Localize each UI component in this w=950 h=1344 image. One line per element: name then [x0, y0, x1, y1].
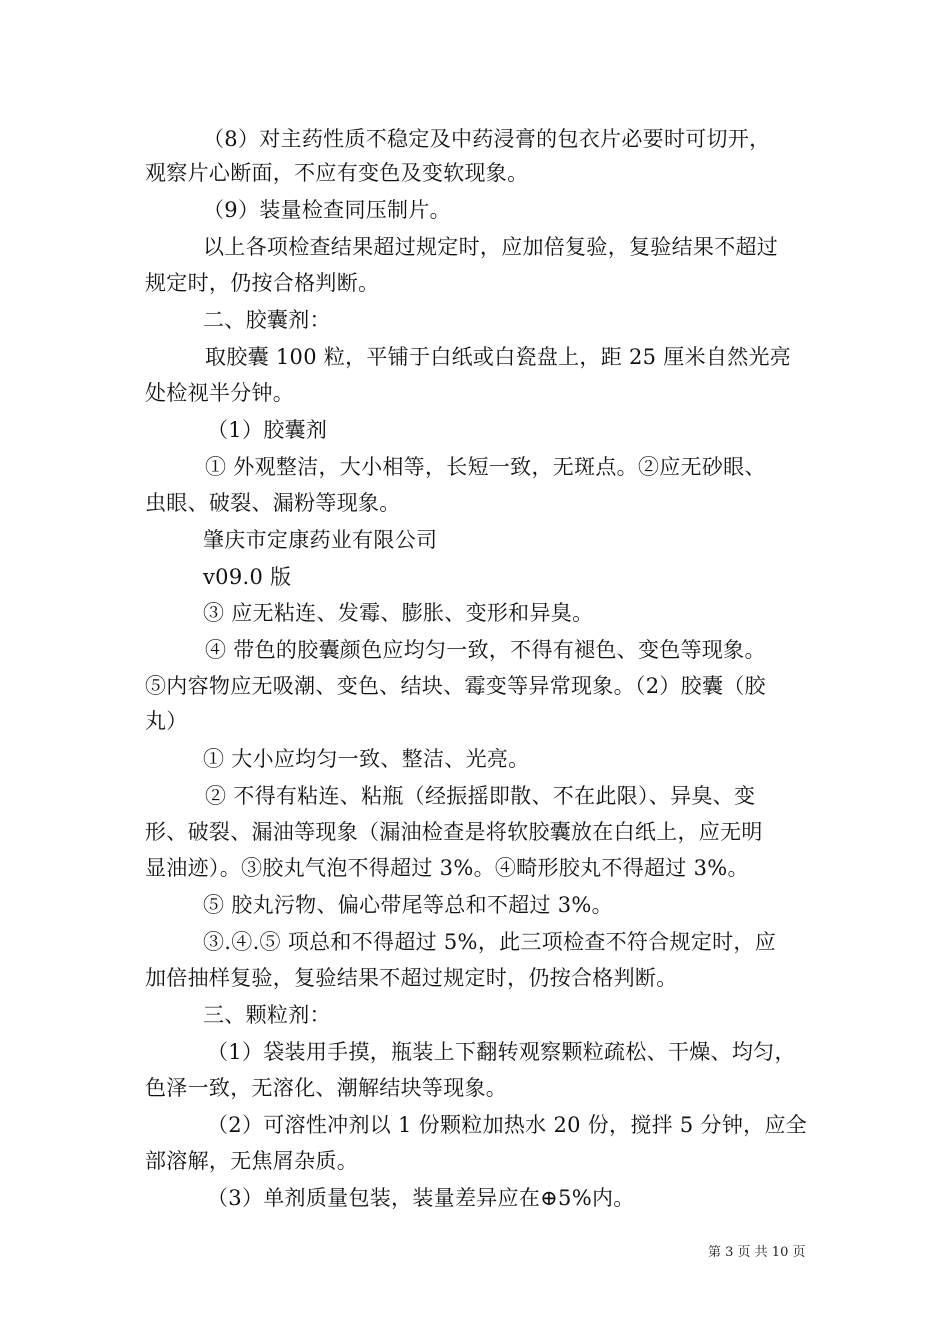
text-line: 观察片心断面，不应有变色及变软现象。 [145, 161, 529, 185]
text-line: ⑤ 胶丸污物、偏心带尾等总和不超过 3%。 [203, 893, 613, 917]
text-line: （1）胶囊剂 [207, 418, 328, 442]
text-line: 部溶解，无焦屑杂质。 [145, 1149, 358, 1173]
text-line: 色泽一致，无溶化、潮解结块等现象。 [145, 1076, 508, 1100]
section-heading: 二、胶囊剂： [203, 308, 331, 332]
text-line: 丸） [145, 709, 188, 733]
text-line: ② 不得有粘连、粘瓶（经振摇即散、不在此限）、异臭、变 [205, 784, 756, 808]
text-line: 加倍抽样复验，复验结果不超过规定时，仍按合格判断。 [145, 966, 678, 990]
text-line: ③ 应无粘连、发霉、膨胀、变形和异臭。 [203, 601, 594, 625]
text-line: 处检视半分钟。 [145, 381, 295, 405]
text-line: 规定时，仍按合格判断。 [145, 271, 380, 295]
text-line: （9）装量检查同压制片。 [203, 198, 451, 222]
text-line: ⑤内容物应无吸潮、变色、结块、霉变等异常现象。（2）胶囊（胶 [145, 674, 766, 698]
text-line: 以上各项检查结果超过规定时，应加倍复验，复验结果不超过 [203, 235, 779, 259]
text-line: 取胶囊 100 粒，平铺于白纸或白瓷盘上，距 25 厘米自然光亮 [205, 345, 792, 369]
text-line: 形、破裂、漏油等现象（漏油检查是将软胶囊放在白纸上，应无明 [145, 820, 763, 844]
page-number-footer: 第 3 页 共 10 页 [708, 1245, 806, 1260]
text-line: ④ 带色的胶囊颜色应均匀一致，不得有褪色、变色等现象。 [205, 638, 766, 662]
text-line: （1）袋装用手摸，瓶装上下翻转观察颗粒疏松、干燥、均匀， [207, 1040, 796, 1064]
version-label: v09.0 版 [203, 565, 292, 589]
text-line: 显油迹）。③胶丸气泡不得超过 3%。④畸形胶丸不得超过 3%。 [145, 856, 749, 880]
company-name: 肇庆市定康药业有限公司 [203, 528, 438, 552]
text-line: （3）单剂质量包装，装量差异应在⊕5%内。 [207, 1186, 635, 1210]
text-line: （8）对主药性质不稳定及中药浸膏的包衣片必要时可切开， [203, 127, 771, 151]
text-line: 虫眼、破裂、漏粉等现象。 [145, 491, 401, 515]
text-line: （2）可溶性冲剂以 1 份颗粒加热水 20 份，搅拌 5 分钟，应全 [207, 1113, 808, 1137]
text-line: ① 大小应均匀一致、整洁、光亮。 [203, 747, 530, 771]
text-line: ① 外观整洁，大小相等，长短一致，无斑点。②应无砂眼、 [205, 455, 766, 479]
section-heading: 三、颗粒剂： [203, 1003, 331, 1027]
text-line: ③.④.⑤ 项总和不得超过 5%，此三项检查不符合规定时，应 [203, 930, 777, 954]
